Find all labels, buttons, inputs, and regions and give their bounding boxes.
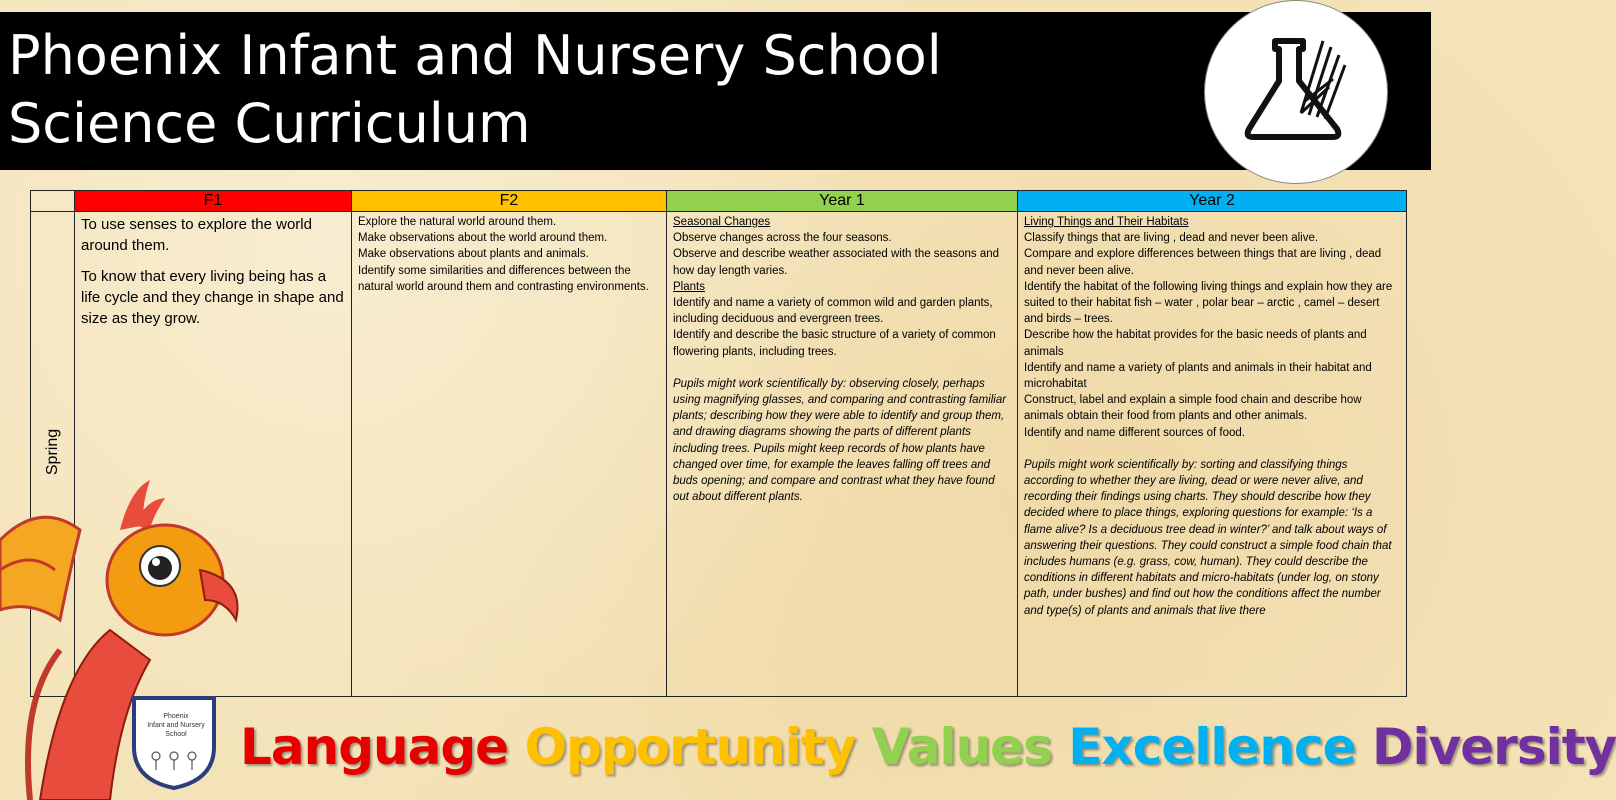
school-values-banner <box>240 712 1616 782</box>
badge-line: School <box>165 731 187 738</box>
year2-objective: Identify and name different sources of food. <box>1024 426 1245 439</box>
year1-objective: Observe changes across the four seasons. <box>673 232 892 245</box>
year2-objective: Describe how the habitat provides for the basic needs of plants and animals <box>1024 329 1367 358</box>
year1-objective: Identify and name a variety of common wild and garden plants, including deciduous and evergreen trees. <box>673 297 993 326</box>
value-initial: D <box>1372 718 1413 776</box>
badge-line: Phoenix <box>163 713 189 720</box>
f2-objective: Identify some similarities and differences between the natural world around them and contrasting environments. <box>358 264 649 293</box>
column-header-year1: Year 1 <box>667 191 1018 212</box>
f2-objective: Make observations about plants and animals. <box>358 248 589 261</box>
spacer <box>1024 441 1400 457</box>
year1-objective: Observe and describe weather associated with the seasons and how day length varies. <box>673 248 1000 277</box>
season-label: Spring <box>43 428 61 476</box>
school-badge <box>128 692 220 792</box>
value-word: xcellence <box>1101 718 1356 776</box>
year1-heading-seasonal: Seasonal Changes <box>673 216 771 228</box>
value-initial: L <box>240 718 271 776</box>
year2-cell <box>1018 212 1407 697</box>
column-header-year2: Year 2 <box>1018 191 1407 212</box>
year2-objective: Compare and explore differences between things that are living , dead and never been alive. <box>1024 248 1382 277</box>
value-initial: V <box>871 718 907 776</box>
column-header-f1: F1 <box>75 191 352 212</box>
corner-cell <box>31 191 75 212</box>
f2-cell <box>352 212 667 697</box>
year2-heading: Living Things and Their Habitats <box>1024 216 1189 228</box>
year2-objective: Identify and name a variety of plants and animals in their habitat and microhabitat <box>1024 361 1372 391</box>
f1-objective: To know that every living being has a life cycle and they change in shape and size as they grow. <box>81 268 344 327</box>
year1-cell <box>667 212 1018 697</box>
year1-working-scientifically: Pupils might work scientifically by: observing closely, perhaps using magnifying glasses, and comparing and contrasting familiar plants; describing how they were able to identify and group them, and drawing diagrams showing the parts of different plants including trees. Pupils might keep records of how plants have changed over time, for example the leaves falling off trees and buds opening; and compare and contrast what they have found out about different plants. <box>673 377 1007 504</box>
f1-objective: To use senses to explore the world around them. <box>81 216 312 254</box>
page-title-line1: Phoenix Infant and Nursery School <box>8 24 942 87</box>
value-initial: O <box>524 718 566 776</box>
year2-objective: Construct, label and explain a simple food chain and describe how animals obtain their food from plants and other animals. <box>1024 394 1362 423</box>
badge-text <box>136 712 216 739</box>
column-header-f2: F2 <box>352 191 667 212</box>
value-word: iversity <box>1412 718 1616 776</box>
spacer <box>673 360 1011 376</box>
year1-objective: Identify and describe the basic structure of a variety of common flowering plants, including trees. <box>673 329 996 358</box>
year2-objective: Classify things that are living , dead and never been alive. <box>1024 232 1319 245</box>
value-word: pportunity <box>565 718 856 776</box>
value-word: anguage <box>270 718 509 776</box>
flask-logo-icon <box>1204 0 1388 184</box>
year2-objective: Identify the habitat of the following living things and explain how they are suited to their habitat fish – water , polar bear – arctic , camel – desert and birds – trees. <box>1024 280 1393 326</box>
year1-heading-plants: Plants <box>673 280 705 293</box>
f2-objective: Explore the natural world around them. <box>358 216 557 228</box>
year2-working-scientifically: Pupils might work scientifically by: sorting and classifying things according to whether they are living, dead or were never alive, and recording their findings using charts. They should describe how they decided where to place things, exploring questions for example: ‘Is a flame alive? Is a deciduous tree dead in winter?’ and talk about ways of answering their questions. They could construct a simple food chain that includes humans (e.g. grass, cow, human). They could describe the conditions in different habitats and micro-habitats (under log, on stony path, under bushes) and find out how the conditions affect the number and type(s) of plants and animals that live there <box>1024 458 1392 617</box>
f2-objective: Make observations about the world around them. <box>358 232 608 245</box>
page-title-line2: Science Curriculum <box>8 92 531 155</box>
header-row <box>31 191 1407 212</box>
value-word: alues <box>906 718 1052 776</box>
badge-line: Infant and Nursery <box>147 722 205 729</box>
value-initial: E <box>1068 718 1102 776</box>
